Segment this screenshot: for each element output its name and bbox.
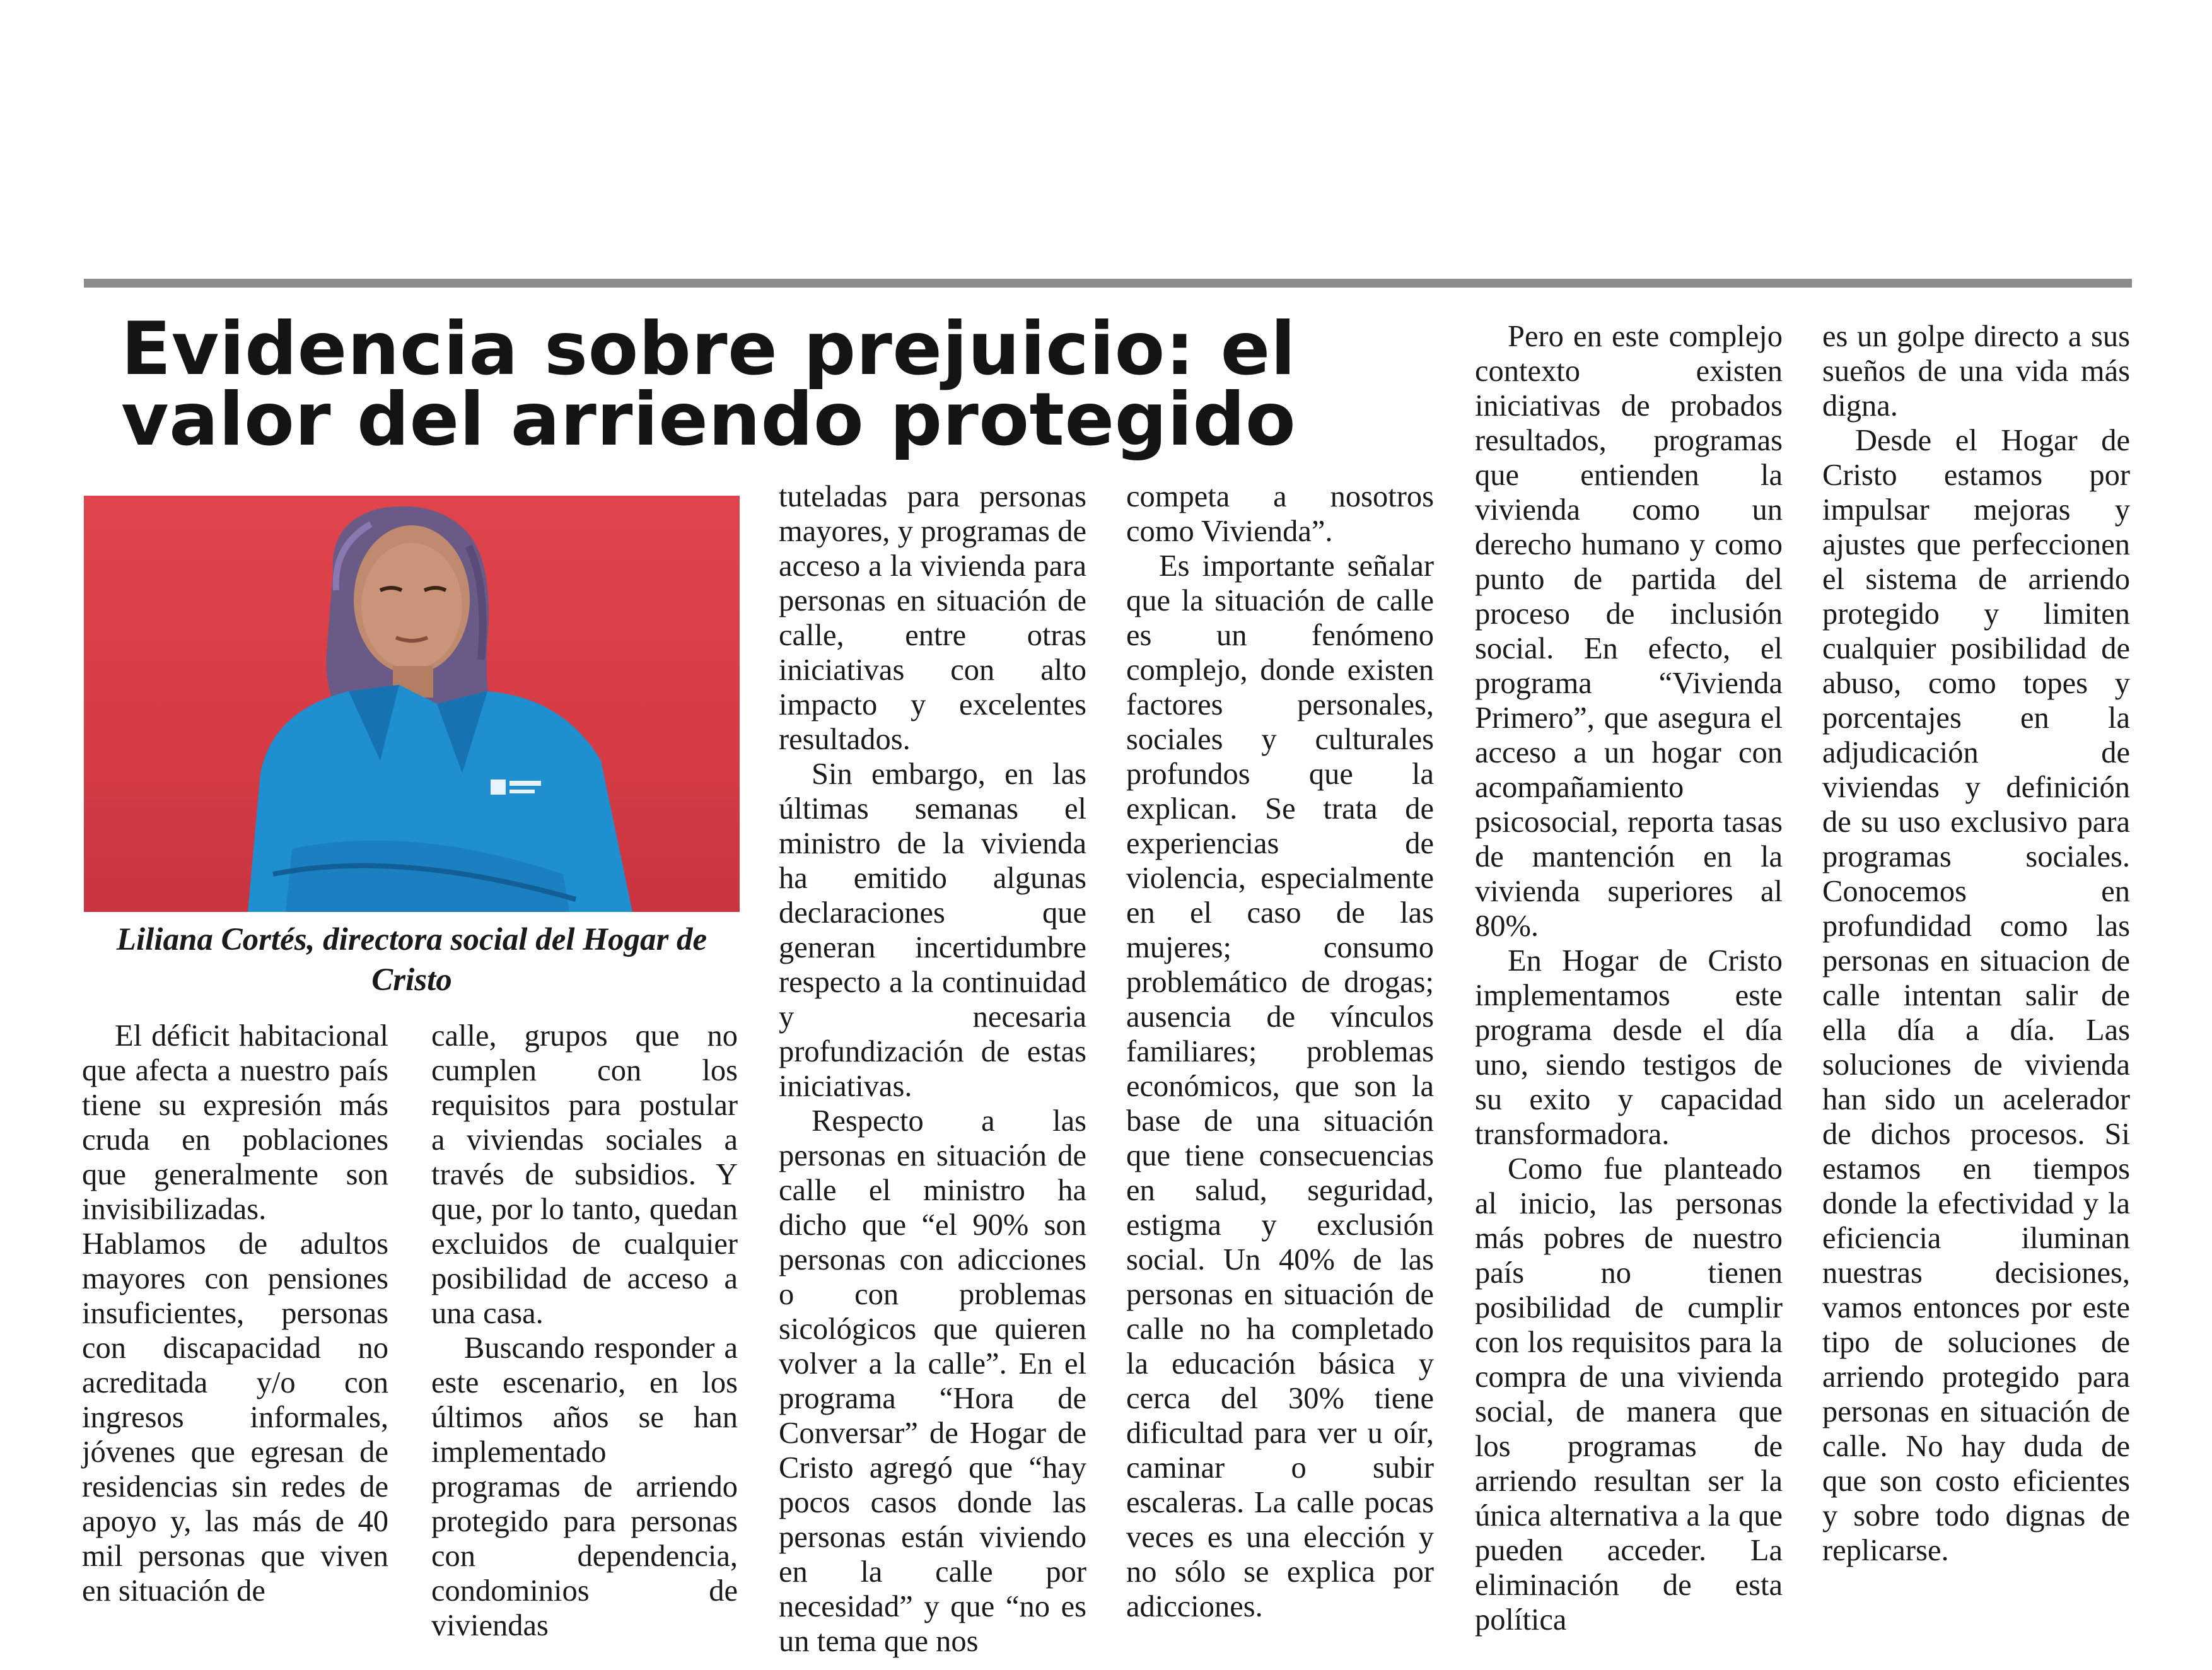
article-column-3 xyxy=(779,479,1086,1659)
article-column-5 xyxy=(1475,319,1783,1637)
photo-caption: Liliana Cortés, directora social del Hogar de Cristo xyxy=(116,922,707,998)
paragraph: Como fue planteado al inicio, las personas más pobres de nuestro país no tienen posibilidad de cumplir con los requisitos para la compra de una vivienda social, de manera que los programas de arriendo resultan ser la única alternativa a la que pueden acceder. La eliminación de esta política xyxy=(1475,1152,1783,1637)
article-column-4 xyxy=(1126,479,1434,1624)
paragraph: En Hogar de Cristo implementamos este programa desde el día uno, siendo testigos de su exito y capacidad transformadora. xyxy=(1475,944,1783,1151)
paragraph: Pero en este complejo contexto existen iniciativas de probados resultados, programas que entienden la vivienda como un derecho humano y como punto de partida del proceso de inclusión social. En efecto, el programa “Vivienda Primero”, que asegura el acceso a un hogar con acompañamiento psicosocial, reporta tasas de mantención en la vivienda superiores al 80%. xyxy=(1475,320,1783,943)
article-title: Evidencia sobre prejuicio: el valor del arriendo protegido xyxy=(121,307,1296,462)
paragraph: Es importante señalar que la situación de calle es un fenómeno complejo, donde existen factores personales, sociales y culturales profundos que la explican. Se trata de experiencias de violencia, especialmente en el caso de las mujeres; consumo problemático de drogas; ausencia de vínculos familiares; problemas económicos, que son la base de una situación que tiene consecuencias en salud, seguridad, estigma y exclusión social. Un 40% de las personas en situación de calle no ha completado la educación básica y cerca del 30% tiene dificultad para ver u oír, caminar o subir escaleras. La calle pocas veces es una elección y no sólo se explica por adicciones. xyxy=(1126,549,1434,1623)
article-column-6 xyxy=(1822,319,2130,1568)
paragraph: Sin embargo, en las últimas semanas el ministro de la vivienda ha emitido algunas declaraciones que generan incertidumbre respecto a la continuidad y necesaria profundización de estas iniciativas. xyxy=(779,757,1086,1103)
paragraph: es un golpe directo a sus sueños de una vida más digna. xyxy=(1822,320,2130,423)
portrait-illustration xyxy=(84,496,740,912)
paragraph: Respecto a las personas en situación de calle el ministro ha dicho que “el 90% son personas con adicciones o con problemas sicológicos que quieren volver a la calle”. En el programa “Hora de Conversar” de Hogar de Cristo agregó que “hay pocos casos donde las personas están viviendo en la calle por necesidad” y que “no es un tema que nos xyxy=(779,1104,1086,1658)
paragraph: Desde el Hogar de Cristo estamos por impulsar mejoras y ajustes que perfeccionen el sistema de arriendo protegido y limiten cualquier posibilidad de abuso, como topes y porcentajes en la adjudicación de viviendas y definición de su uso exclusivo para programas sociales. Conocemos en profundidad como las personas en situacion de calle intentan salir de ella día a día. Las soluciones de vivienda han sido un acelerador de dichos procesos. Si estamos en tiempos donde la efectividad y la eficiencia iluminan nuestras decisiones, vamos entonces por este tipo de soluciones de arriendo protegido para personas en situación de calle. No hay duda de que son costo eficientes y sobre todo dignas de replicarse. xyxy=(1822,424,2130,1567)
paragraph: El déficit habitacional que afecta a nuestro país tiene su expresión más cruda en poblaciones que generalmente son invisibilizadas. Hablamos de adultos mayores con pensiones insuficientes, personas con discapacidad no acreditada y/o con ingresos informales, jóvenes que egresan de residencias sin redes de apoyo y, las más de 40 mil personas que viven en situación de xyxy=(82,1019,388,1608)
paragraph: calle, grupos que no cumplen con los requisitos para postular a viviendas sociales a través de subsidios. Y que, por lo tanto, quedan excluidos de cualquier posibilidad de acceso a una casa. xyxy=(431,1019,738,1330)
paragraph: Buscando responder a este escenario, en los últimos años se han implementado programas de arriendo protegido para personas con dependencia, condominios de viviendas xyxy=(431,1331,738,1642)
article-column-1 xyxy=(82,1019,388,1608)
paragraph: tuteladas para personas mayores, y programas de acceso a la vivienda para personas en situación de calle, entre otras iniciativas con alto impacto y excelentes resultados. xyxy=(779,480,1086,756)
article-column-2 xyxy=(431,1019,738,1643)
top-rule xyxy=(84,279,2132,288)
portrait-photo xyxy=(84,496,740,912)
paragraph: competa a nosotros como Vivienda”. xyxy=(1126,480,1434,548)
